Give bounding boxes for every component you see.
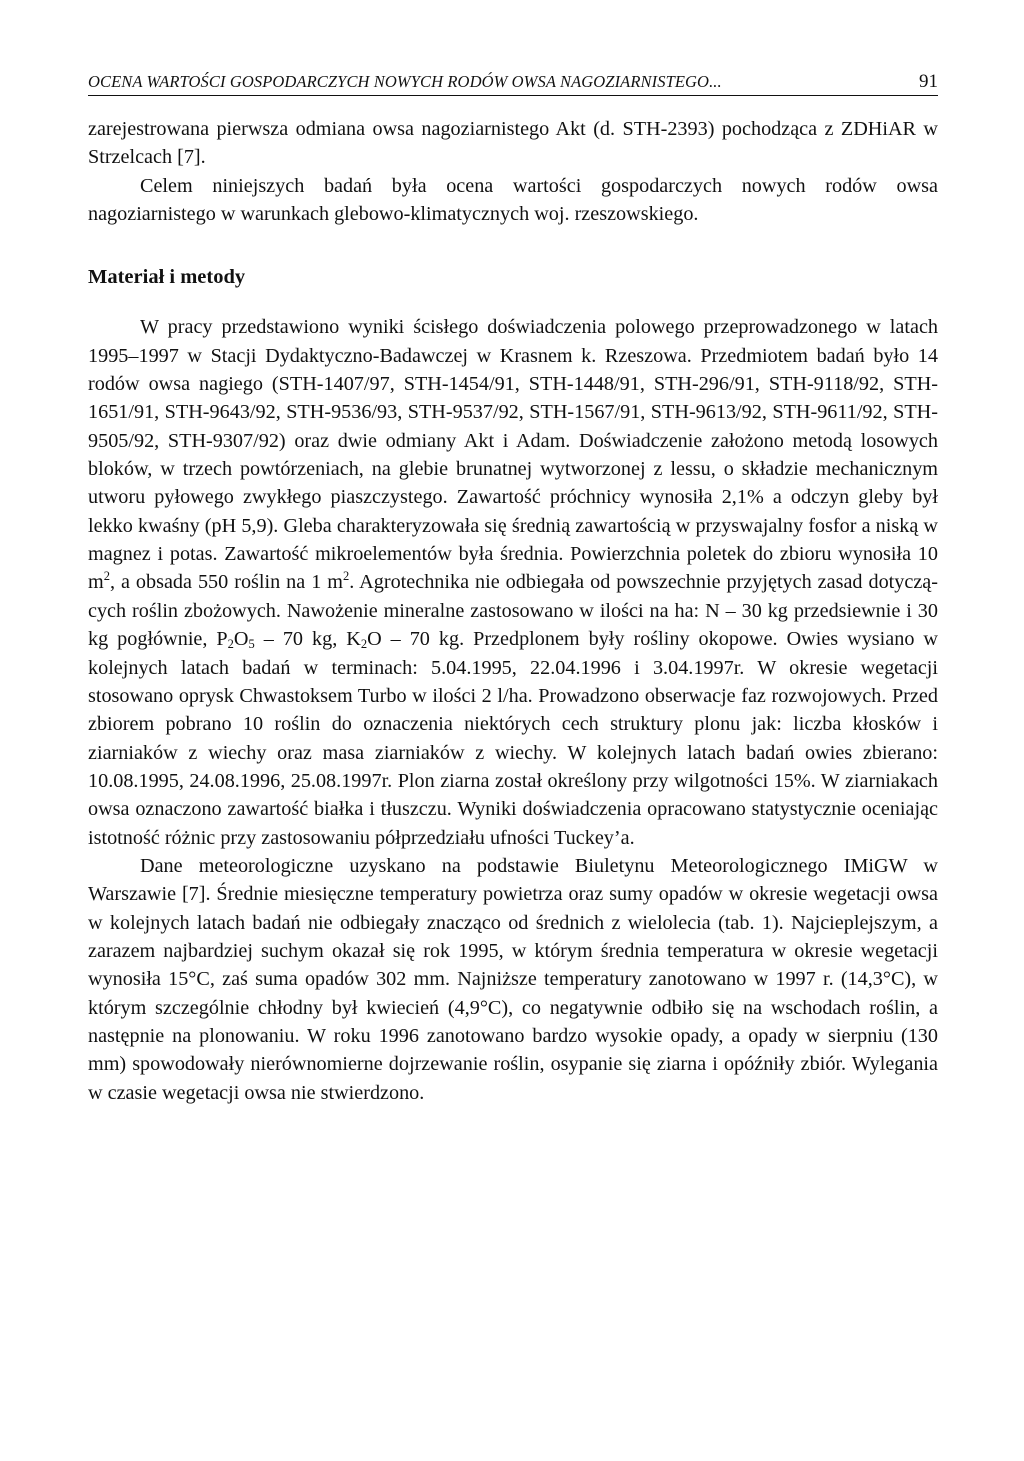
methods-text-part-b: , a obsada 550 roślin na 1 m (109, 571, 343, 594)
running-header (88, 72, 938, 96)
running-title: OCENA WARTOŚCI GOSPODARCZYCH NOWYCH RODÓW OWSA NAGOZIARNISTEGO... (88, 72, 722, 91)
intro-paragraph-aim: Celem niniejszych badań była ocena wartości gospodarczych nowych rodów owsa nagoziarnistego w warunkach glebowo-klimatycznych woj. rzeszowskiego. (88, 174, 938, 226)
methods-paragraph (88, 313, 938, 852)
methods-text-part-d: – 70 kg, K (254, 628, 361, 651)
subscript-5: 5 (248, 637, 255, 652)
subscript-2: 2 (360, 637, 368, 652)
page (88, 72, 938, 1107)
methods-text-part-a: W pracy przedstawiono wyniki ścisłego doświadczenia polowego przeprowadzonego w latach 1995–1997 w Stacji Dydaktyczno-Badawczej w Krasnem k. Rzeszowa. Przedmiotem badań było 14 rodów owsa nagiego (STH-1407/97, STH-1454/91, STH-1448/91, STH-296/91, STH-9118/92, STH-1651/91, STH-9643/92, STH-9536/93, STH-9537/92, STH-1567/91, STH-9613/92, STH-9611/92, STH-9505/92, STH-9307/92) oraz dwie odmiany Akt i Adam. Doświadczenie założono metodą losowych bloków, w trzech powtórzeniach, na glebie brunatnej wytworzonej z lessu, o składzie mechanicznym utworu pyłowego zwykłego piaszczystego. Zawartość próchnicy wynosiła 2,1% a odczyn gleby był lekko kwaśny (pH 5,9). Gleba charakteryzowała się średnią zawartością w przyswajalny fosfor a niską w magnez i potas. Zawartość mikroelementów była średnia. Powierzchnia poletek do zbioru wynosiła 10 m (88, 316, 938, 594)
meteorology-paragraph: Dane meteorologiczne uzyskano na podstawie Biuletynu Meteorologicznego IMiGW w Warszawie [7]. Średnie miesięczne temperatury powietrza oraz sumy opadów w okresie wegetacji owsa w kolejnych latach badań nie odbiegały znacząco od średnich z wielolecia (tab. 1). Najcieplejszym, a zarazem najbardziej suchym okazał się rok 1995, w którym średnia temperatura w okresie wegetacji wynosiła 15°C, zaś suma opadów 302 mm. Najniższe temperatury zanotowano w 1997 r. (14,3°C), w którym szczególnie chłodny był kwiecień (4,9°C), co negatywnie odbiło się na wschodach roślin, a następnie na plonowaniu. W roku 1996 zanotowano bardzo wysokie opady, a opady w sierpniu (130 mm) spowodowały nierównomierne dojrzewanie roślin, osypanie się ziarna i opóźniły zbiór. Wylegania w czasie wegetacji owsa nie stwierdzono. (88, 854, 938, 1104)
intro-paragraph-continued: zarejestrowana pierwsza odmiana owsa nagoziarnistego Akt (d. STH-2393) pochodząca z ZDHiAR w Strzelcach [7]. (88, 118, 938, 169)
page-number: 91 (919, 71, 938, 92)
oxygen-symbol: O (233, 628, 249, 651)
superscript-2: 2 (343, 569, 350, 584)
subscript-2: 2 (227, 637, 234, 652)
superscript-2: 2 (103, 569, 110, 584)
methods-text-part-c: . Agrotechnika nie odbiegała od powszechnie przyjętych zasad dotyczących roślin zbożowych. Nawożenie mineralne zastosowano w ilości na ha: N – 30 kg przedsiewnie i 30 kg pogłównie, P (88, 571, 938, 651)
section-heading-materials-methods: Materiał i metody (88, 266, 246, 289)
methods-text-part-e: O – 70 kg. Przedplonem były rośliny okopowe. Owies wysiano w kolejnych latach badań w terminach: 5.04.1995, 22.04.1996 i 3.04.1997r. W okresie wegetacji stosowano oprysk Chwastoksem Turbo w ilości 2 l/ha. Prowadzono obserwacje faz rozwojowych. Przed zbiorem pobrano 10 roślin do oznaczenia niektórych cech struktury plonu jak: liczba kłosków i ziarniaków z wiechy oraz masa ziarniaków z wiechy. W kolejnych latach badań owies zbierano: 10.08.1995, 24.08.1996, 25.08.1997r. Plon ziarna został określony przy wilgotności 15%. W ziarniakach owsa oznaczono zawartość białka i tłuszczu. Wyniki doświadczenia opracowano statystycznie oceniając istotność różnic przy zastosowaniu półprzedziału ufności Tuckey’a. (88, 628, 938, 849)
